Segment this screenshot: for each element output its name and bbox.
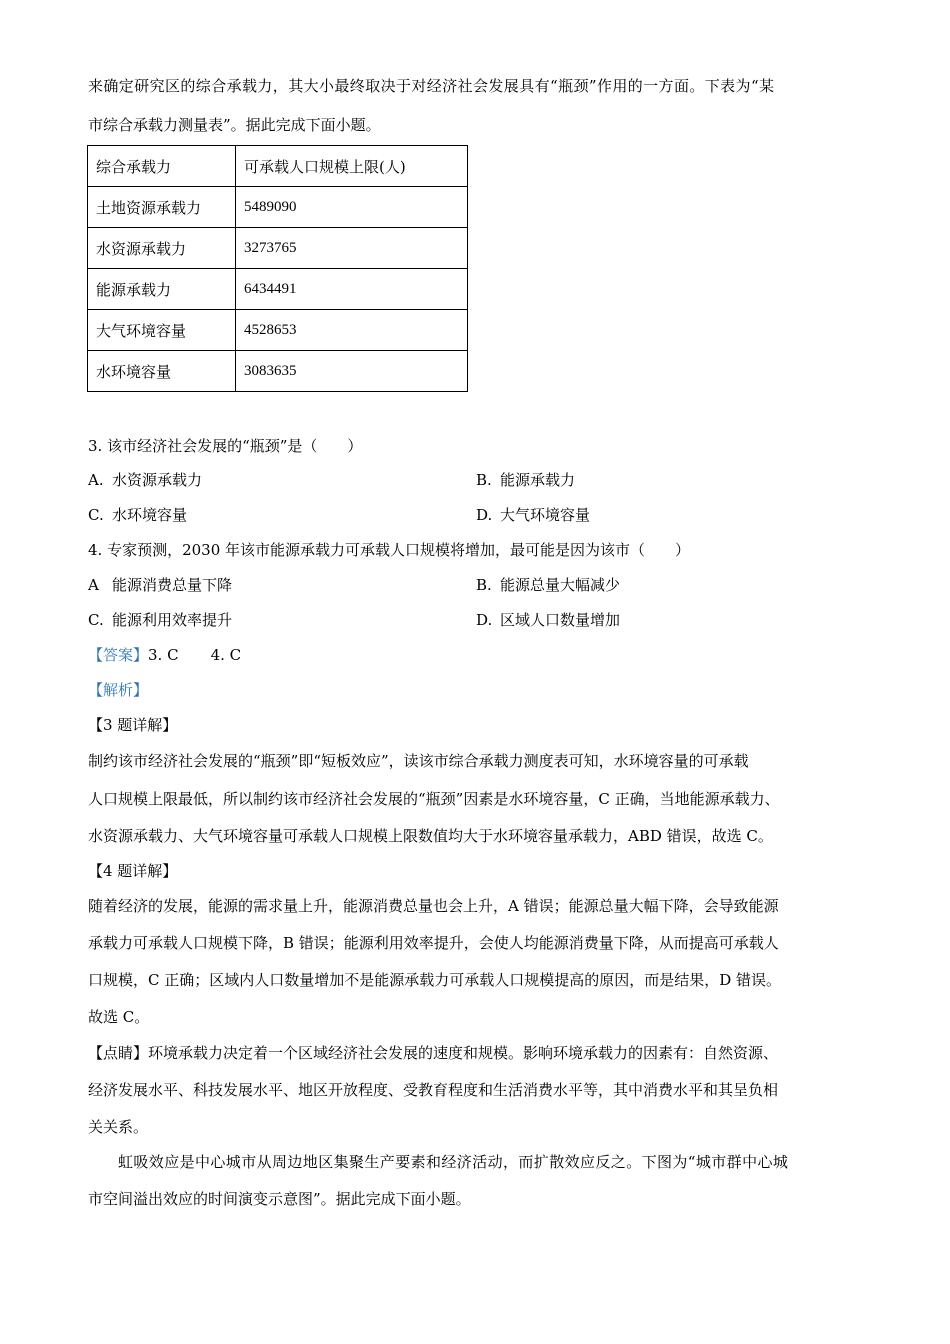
question-3-option-c[interactable]	[88, 505, 187, 525]
question-3-stem: 3. 该市经济社会发展的“瓶颈”是（ ）	[88, 437, 363, 455]
table-cell: 土地资源承载力	[88, 187, 236, 228]
table-row	[88, 187, 468, 228]
option-label: B.	[476, 576, 492, 594]
option-text: 能源总量大幅减少	[500, 576, 621, 594]
next-intro-line-1: 虹吸效应是中心城市从周边地区集聚生产要素和经济活动，而扩散效应反之。下图为“城市群中心城	[118, 1153, 789, 1171]
detail-4-line-4: 故选 C。	[88, 1008, 150, 1026]
question-4-option-b[interactable]	[476, 575, 620, 595]
option-label: C.	[88, 611, 104, 629]
table-cell: 3273765	[236, 228, 468, 269]
option-text: 大气环境容量	[500, 506, 591, 524]
table-header-row	[88, 146, 468, 187]
option-label: A	[88, 576, 99, 594]
option-text: 水资源承载力	[112, 471, 203, 489]
question-3-option-a[interactable]	[88, 470, 202, 490]
option-text: 区域人口数量增加	[500, 611, 621, 629]
option-label: C.	[88, 506, 104, 524]
table-row	[88, 310, 468, 351]
intro-line-2: 市综合承载力测量表”。据此完成下面小题。	[88, 116, 381, 134]
table-row	[88, 351, 468, 392]
detail-4-title: 【4 题详解】	[88, 862, 178, 880]
analysis-tag: 【解析】	[88, 681, 149, 699]
detail-3-line-3: 水资源承载力、大气环境容量可承载人口规模上限数值均大于水环境容量承载力，ABD 错误，故选 C。	[88, 827, 773, 845]
question-4-stem: 4. 专家预测，2030 年该市能源承载力可承载人口规模将增加，最可能是因为该市（ ）	[88, 541, 691, 559]
tip-line-1: 【点睛】环境承载力决定着一个区域经济社会发展的速度和规模。影响环境承载力的因素有：自然资源、	[88, 1044, 779, 1062]
detail-3-line-2: 人口规模上限最低，所以制约该市经济社会发展的“瓶颈”因素是水环境容量，C 正确，当地能源承载力、	[88, 790, 780, 808]
answer-line	[88, 645, 241, 665]
table-cell: 3083635	[236, 351, 468, 392]
question-3-option-d[interactable]	[476, 505, 590, 525]
detail-4-line-1: 随着经济的发展，能源的需求量上升，能源消费总量也会上升，A 错误；能源总量大幅下降，会导致能源	[88, 897, 779, 915]
option-label: D.	[476, 611, 493, 629]
answer-3: 3. C	[148, 646, 179, 664]
question-4-option-a[interactable]	[88, 575, 232, 595]
table-cell: 水资源承载力	[88, 228, 236, 269]
option-text: 能源承载力	[500, 471, 576, 489]
detail-3-title: 【3 题详解】	[88, 716, 178, 734]
next-intro-line-2: 市空间溢出效应的时间演变示意图”。据此完成下面小题。	[88, 1190, 471, 1208]
answer-4: 4. C	[210, 646, 242, 664]
option-label: B.	[476, 471, 492, 489]
answer-tag: 【答案】	[88, 646, 149, 664]
question-4-option-d[interactable]	[476, 610, 620, 630]
table-cell: 6434491	[236, 269, 468, 310]
table-cell: 能源承载力	[88, 269, 236, 310]
intro-line-1: 来确定研究区的综合承载力，其大小最终取决于对经济社会发展具有“瓶颈”作用的一方面。下表为“某	[88, 77, 775, 95]
table-header-cell: 可承载人口规模上限(人)	[236, 146, 468, 187]
question-3-option-b[interactable]	[476, 470, 575, 490]
table-cell: 大气环境容量	[88, 310, 236, 351]
table-row	[88, 269, 468, 310]
detail-4-line-2: 承载力可承载人口规模下降，B 错误；能源利用效率提升，会使人均能源消费量下降，从而提高可承载人	[88, 934, 779, 952]
option-text: 水环境容量	[112, 506, 188, 524]
option-text: 能源利用效率提升	[112, 611, 233, 629]
option-text: 能源消费总量下降	[112, 576, 233, 594]
capacity-table	[87, 145, 468, 392]
table-row	[88, 228, 468, 269]
table-header-cell: 综合承载力	[88, 146, 236, 187]
tip-line-3: 关关系。	[88, 1118, 149, 1136]
table-cell: 5489090	[236, 187, 468, 228]
table-cell: 4528653	[236, 310, 468, 351]
option-label: D.	[476, 506, 493, 524]
tip-line-2: 经济发展水平、科技发展水平、地区开放程度、受教育程度和生活消费水平等，其中消费水平和其呈负相	[88, 1081, 779, 1099]
question-4-option-c[interactable]	[88, 610, 232, 630]
detail-3-line-1: 制约该市经济社会发展的“瓶颈”即“短板效应”，读该市综合承载力测度表可知，水环境容量的可承载	[88, 752, 749, 770]
table-cell: 水环境容量	[88, 351, 236, 392]
option-label: A.	[88, 471, 104, 489]
detail-4-line-3: 口规模，C 正确；区域内人口数量增加不是能源承载力可承载人口规模提高的原因，而是结果，D 错误。	[88, 971, 782, 989]
